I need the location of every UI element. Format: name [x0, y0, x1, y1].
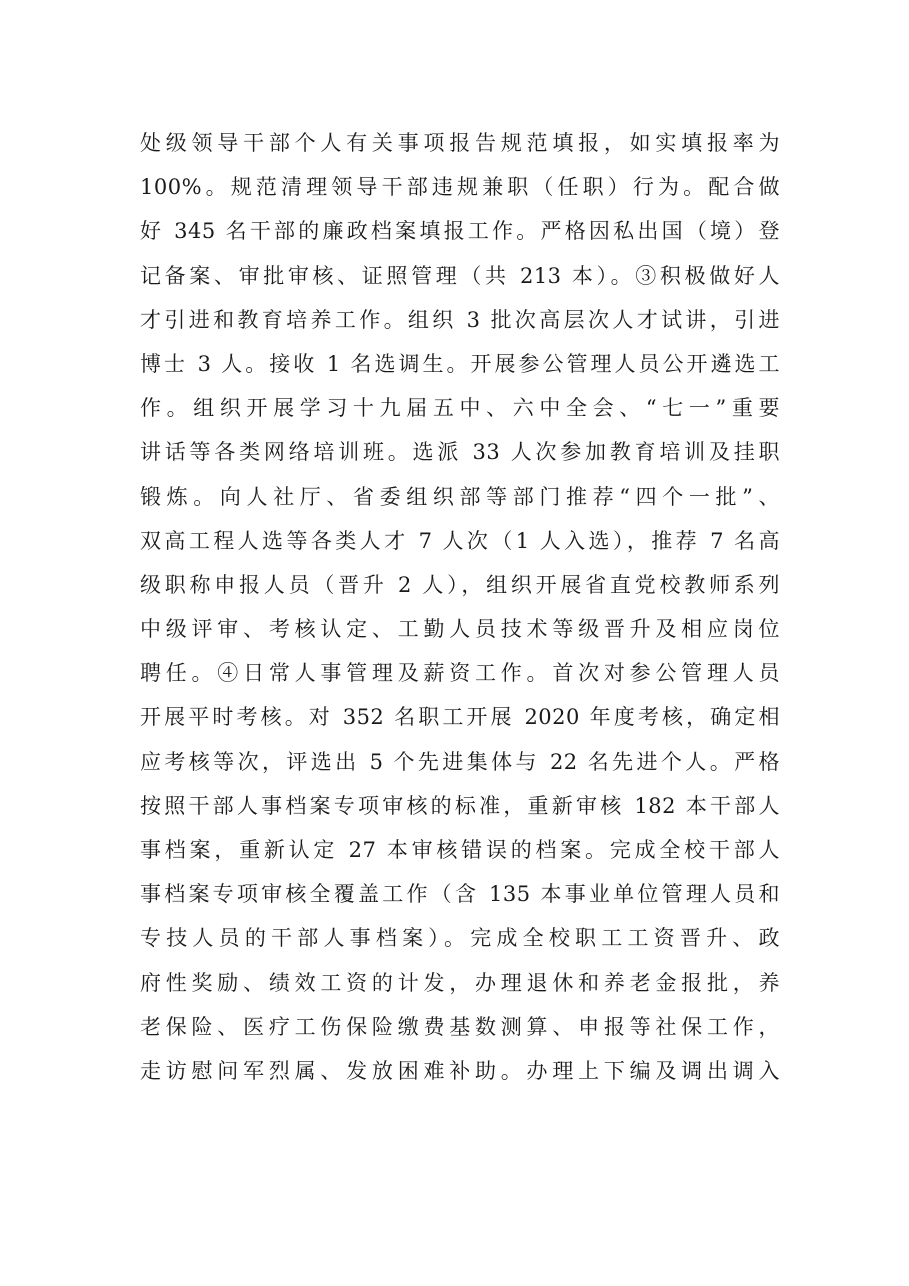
- text-line: 好 345 名干部的廉政档案填报工作。严格因私出国（境）登: [140, 219, 780, 244]
- text-line: 按照干部人事档案专项审核的标准，重新审核 182 本干部人: [140, 793, 780, 818]
- text-line: 作。组织开展学习十九届五中、六中全会、“七一”重要: [140, 396, 780, 421]
- text-line: 应考核等次，评选出 5 个先进集体与 22 名先进个人。严格: [140, 749, 780, 774]
- text-line: 中级评审、考核认定、工勤人员技术等级晋升及相应岗位: [140, 617, 780, 642]
- text-line: 事档案，重新认定 27 本审核错误的档案。完成全校干部人: [140, 838, 780, 862]
- text-line: 博士 3 人。接收 1 名选调生。开展参公管理人员公开遴选工: [140, 351, 780, 376]
- text-line: 100%。规范清理领导干部违规兼职（任职）行为。配合做: [140, 175, 780, 200]
- text-line: 才引进和教育培养工作。组织 3 批次高层次人才试讲，引进: [140, 307, 780, 332]
- text-line: 讲话等各类网络培训班。选派 33 人次参加教育培训及挂职: [140, 440, 780, 465]
- text-line: 级职称申报人员（晋升 2 人），组织开展省直党校教师系列: [140, 572, 780, 597]
- text-line: 事档案专项审核全覆盖工作（含 135 本事业单位管理人员和: [140, 882, 780, 907]
- body-paragraph: [140, 121, 780, 1093]
- text-line: 处级领导干部个人有关事项报告规范填报，如实填报率为: [140, 131, 780, 155]
- text-line: 锻炼。向人社厅、省委组织部等部门推荐“四个一批”、: [140, 484, 780, 509]
- text-line: 走访慰问军烈属、发放困难补助。办理上下编及调出调入: [140, 1058, 780, 1083]
- text-line: 府性奖励、绩效工资的计发，办理退休和养老金报批，养: [140, 970, 780, 995]
- text-line: 双高工程人选等各类人才 7 人次（1 人入选），推荐 7 名高: [140, 528, 780, 553]
- text-line: 记备案、审批审核、证照管理（共 213 本）。③积极做好人: [140, 263, 780, 288]
- text-line: 专技人员的干部人事档案）。完成全校职工工资晋升、政: [140, 926, 780, 951]
- text-line: 开展平时考核。对 352 名职工开展 2020 年度考核，确定相: [140, 705, 780, 730]
- text-line: 老保险、医疗工伤保险缴费基数测算、申报等社保工作，: [140, 1014, 780, 1039]
- text-line: 聘任。④日常人事管理及薪资工作。首次对参公管理人员: [140, 661, 780, 686]
